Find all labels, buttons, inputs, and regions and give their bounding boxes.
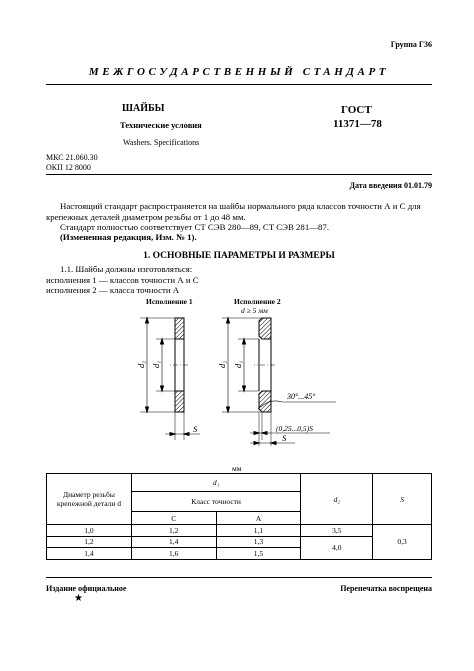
version-1-drawing — [140, 318, 200, 440]
cell-d1-a: 1,5 — [216, 548, 301, 560]
cell-d1-a: 1,1 — [216, 525, 301, 537]
okp-code: ОКП 12 8000 — [46, 163, 91, 172]
version-2-condition: d ≥ 5 мм — [241, 306, 268, 315]
footer-rule — [46, 577, 432, 578]
star-icon: ★ — [74, 593, 83, 604]
header-thread-diameter: Диаметр резьбы крепежной детали d — [47, 474, 132, 525]
item-lead: 1.1. Шайбы должны изготовляться: — [60, 264, 193, 274]
v2-s-label: S — [282, 433, 287, 443]
angle-label: 30°...45° — [287, 392, 316, 401]
cell-d1-a: 1,3 — [216, 536, 301, 548]
group-code: Группа Г36 — [390, 40, 432, 49]
header-class-a: A — [216, 512, 301, 525]
v2-d1-label: d₁ — [233, 360, 243, 368]
intro-date: Дата введения 01.01.79 — [349, 181, 432, 190]
item-line-2: исполнения 2 — класса точности А — [46, 285, 180, 295]
header-d2: d₂ — [301, 474, 373, 525]
document-subtitle: Технические условия — [120, 120, 202, 130]
gost-label: ГОСТ — [341, 104, 372, 116]
gost-number: 11371—78 — [333, 118, 382, 130]
cell-d1-c: 1,2 — [131, 525, 216, 537]
v2-lower-section — [259, 391, 271, 412]
cell-d1-c: 1,4 — [131, 536, 216, 548]
v1-d1-label: d₁ — [151, 360, 161, 368]
v1-d2-label: d₂ — [136, 360, 146, 368]
cell-d: 1,2 — [47, 536, 132, 548]
v1-lower-section — [175, 391, 184, 412]
document-english-title: Washers. Specifications — [123, 138, 200, 147]
document-title: ШАЙБЫ — [122, 103, 165, 114]
cell-d2-merged: 4,0 — [301, 536, 373, 559]
footer-reprint-prohibited: Перепечатка воспрещена — [340, 584, 432, 593]
body-paragraph-2: Стандарт полностью соответствует СТ СЭВ 280—89, СТ СЭВ 281—87. — [60, 222, 330, 232]
cell-d2: 3,5 — [301, 525, 373, 537]
v2-d2-label: d₂ — [217, 360, 227, 368]
cell-d1-c: 1,6 — [131, 548, 216, 560]
body-paragraph-3: (Измененная редакция, Изм. № 1). — [60, 232, 197, 242]
unit-label: мм — [232, 464, 242, 473]
item-line-1: исполнения 1 — классов точности А и С — [46, 274, 199, 285]
mks-code: МКС 21.060.30 — [46, 153, 98, 162]
footer-official-edition: Издание официальное — [46, 584, 127, 593]
cell-s-merged: 0,3 — [373, 525, 432, 560]
dimensions-table — [46, 473, 432, 560]
version-1-label: Исполнение 1 — [146, 297, 193, 306]
body-paragraph-1: Настоящий стандарт распространяется на шайбы нормального ряда классов точности А и С для крепежных деталей диаметром резьбы от 1 до 48 мм. — [46, 201, 421, 222]
section-title: 1. ОСНОВНЫЕ ПАРАМЕТРЫ И РАЗМЕРЫ — [143, 251, 335, 261]
v1-s-label: S — [193, 424, 198, 434]
v1-upper-section — [175, 318, 184, 339]
header-accuracy-class: Класс точности — [131, 492, 301, 512]
cell-d: 1,4 — [47, 548, 132, 560]
table-row — [47, 525, 432, 537]
header-s: S — [373, 474, 432, 525]
header-class-c: C — [131, 512, 216, 525]
header-d1: d₁ — [131, 474, 301, 492]
cell-d: 1,0 — [47, 525, 132, 537]
standard-type-heading: МЕЖГОСУДАРСТВЕННЫЙ СТАНДАРТ — [88, 66, 390, 78]
v2-upper-section — [259, 318, 271, 339]
chamfer-label: (0,25...0,5)S — [276, 424, 313, 433]
version-2-label: Исполнение 2 — [234, 297, 281, 306]
